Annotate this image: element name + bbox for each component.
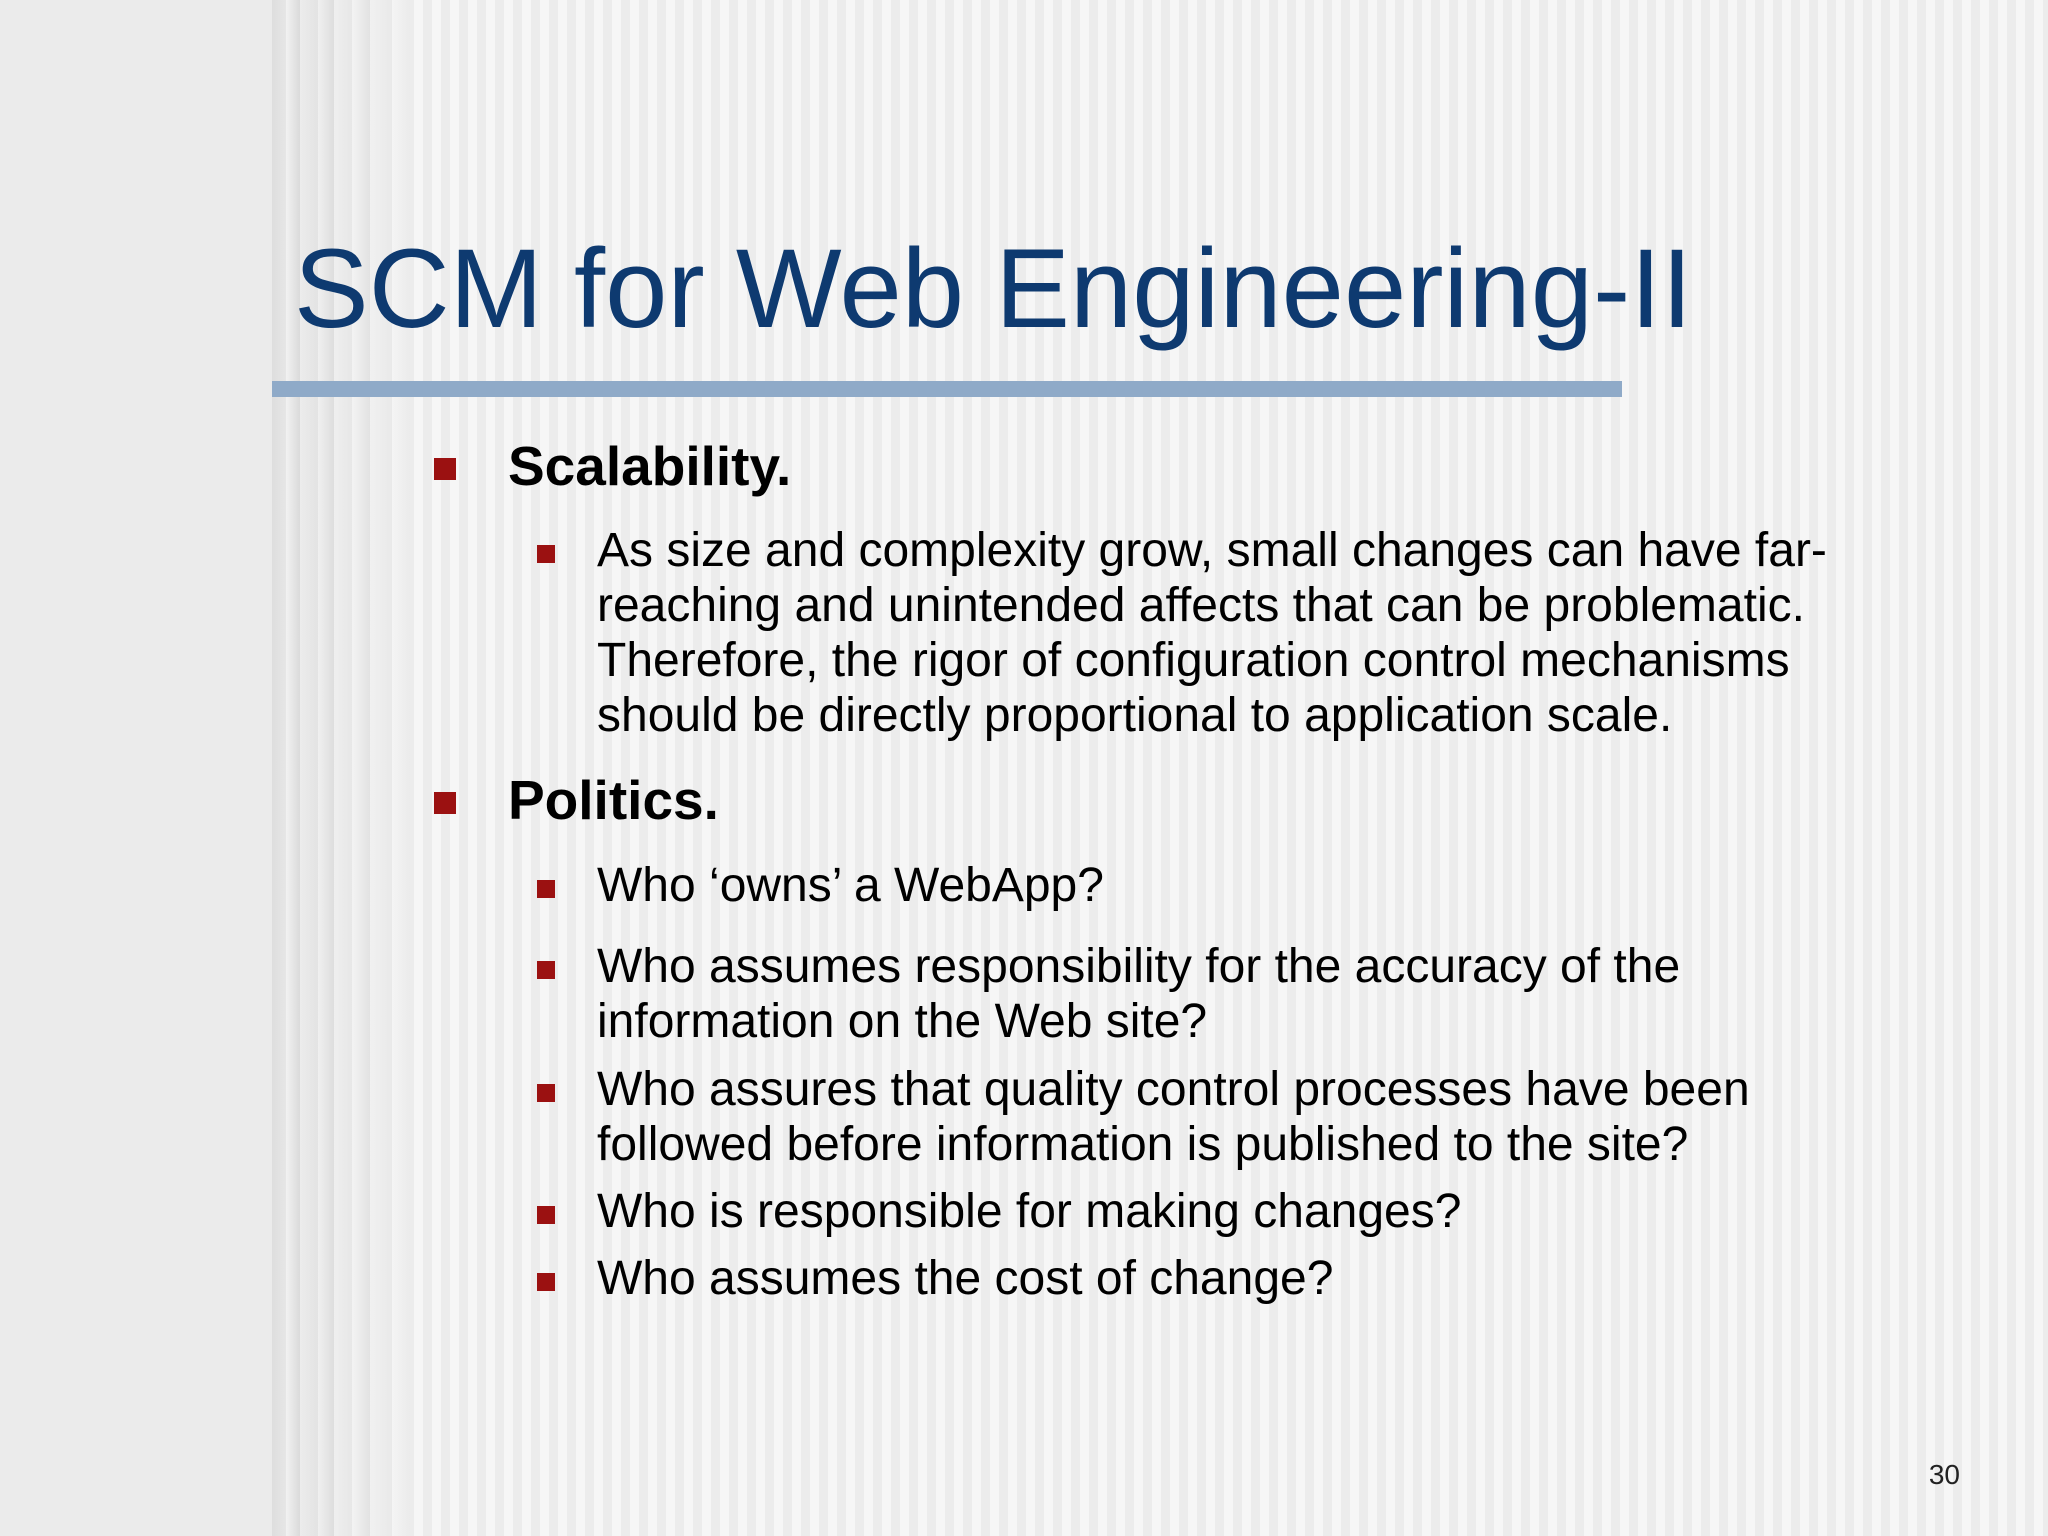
- bullet-text-line: followed before information is published to the site?: [597, 1118, 1689, 1171]
- section-heading-politics: [508, 770, 719, 830]
- bullet-point: [597, 523, 1827, 743]
- page-number: 30: [1928, 1459, 1960, 1490]
- bullet-text-line: should be directly proportional to application scale.: [597, 689, 1673, 742]
- square-bullet-icon: [537, 880, 555, 898]
- bullet-text-line: As size and complexity grow, small changes can have far-: [597, 524, 1827, 577]
- bullet-point: [597, 1251, 1333, 1306]
- bullet-text-line: Who is responsible for making changes?: [597, 1185, 1462, 1238]
- slide-title: SCM for Web Engineering-II: [294, 226, 1693, 351]
- square-bullet-icon: [537, 1273, 555, 1291]
- square-bullet-icon: [434, 792, 456, 814]
- bullet-point: [597, 1062, 1750, 1172]
- square-bullet-icon: [537, 1206, 555, 1224]
- bullet-point: [597, 939, 1680, 1049]
- bullet-text-line: Who assumes the cost of change?: [597, 1252, 1334, 1305]
- bullet-text-line: information on the Web site?: [597, 995, 1208, 1048]
- bullet-text-line: Therefore, the rigor of configuration control mechanisms: [597, 634, 1790, 687]
- bullet-point: [597, 1184, 1461, 1239]
- square-bullet-icon: [537, 1084, 555, 1102]
- square-bullet-icon: [537, 961, 555, 979]
- section-heading-text: Politics.: [508, 769, 719, 831]
- bullet-text-line: Who ‘owns’ a WebApp?: [597, 859, 1104, 912]
- square-bullet-icon: [434, 458, 456, 480]
- bullet-point: [597, 858, 1104, 913]
- square-bullet-icon: [537, 545, 555, 563]
- section-heading-scalability: [508, 436, 791, 496]
- bullet-text-line: Who assumes responsibility for the accuracy of the: [597, 940, 1681, 993]
- bullet-text-line: reaching and unintended affects that can be problematic.: [597, 579, 1805, 632]
- section-heading-text: Scalability.: [508, 435, 792, 497]
- bullet-text-line: Who assures that quality control processes have been: [597, 1063, 1750, 1116]
